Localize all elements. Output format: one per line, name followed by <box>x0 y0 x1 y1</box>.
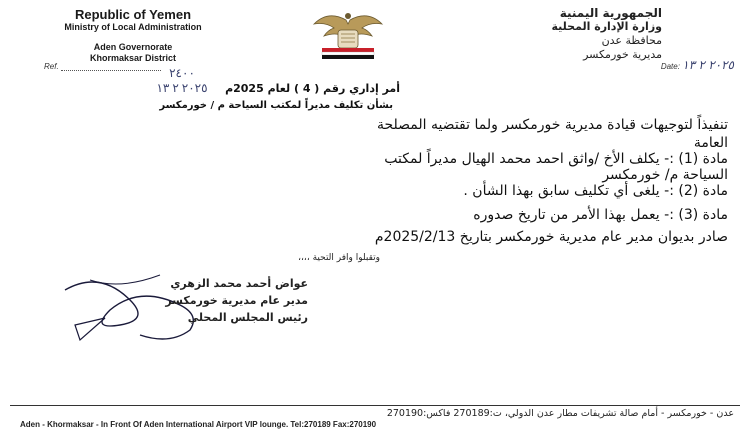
date-value: ٢٠٢٥ ٢ ١٣ <box>682 58 734 72</box>
district-name: Khormaksar District <box>89 53 177 63</box>
yemen-eagle-emblem-icon <box>308 6 388 62</box>
country-name: Republic of Yemen <box>74 7 192 22</box>
reference-number: ٢٤٠٠ <box>169 66 195 80</box>
closing-greeting: وتقبلوا وافر التحية ،،،، <box>298 253 380 263</box>
date-label: Date: <box>660 62 680 71</box>
governorate-name-ar: محافظة عدن <box>601 34 662 47</box>
order-title: أمر إداري رقم ( 4 ) لعام 2025م <box>225 82 400 95</box>
article-1: مادة (1) :- يكلف الأخ /واثق احمد محمد الهيال مديراً لمكتب <box>384 151 728 167</box>
signatory-role: رئيس المجلس المحلي <box>187 311 308 324</box>
ministry-name-ar: وزارة الإدارة المحلية <box>551 20 662 33</box>
body-line: تنفيذاً لتوجيهات قيادة مديرية خورمكسر ولما تقتضيه المصلحة <box>376 117 728 133</box>
article-3: مادة (3) :- يعمل بهذا الأمر من تاريخ صدوره <box>473 207 728 223</box>
header-arabic <box>492 6 662 62</box>
date-line <box>661 58 734 72</box>
district-name-ar: مديرية خورمكسر <box>583 48 662 61</box>
country-name-ar: الجمهورية اليمنية <box>559 6 662 20</box>
footer-arabic: عدن - خورمكسر - أمام صالة تشريفات مطار عدن الدولي، ت:270189 فاكس:270190 <box>386 408 734 419</box>
signature-block <box>108 275 308 326</box>
issuance-line: صادر بديوان مدير عام مديرية خورمكسر بتاريخ 2025/2/13م <box>374 229 728 245</box>
governorate-name: Aden Governorate <box>93 42 173 52</box>
signatory-title: مدير عام مديرية خورمكسر <box>165 294 308 307</box>
footer-divider <box>10 405 740 406</box>
header-english <box>8 8 258 64</box>
article-2: مادة (2) :- يلغى أي تكليف سابق بهذا الشأن . <box>463 183 728 199</box>
reference-label: Ref. <box>44 62 59 71</box>
body-line: السياحة م/ خورمكسر <box>602 167 728 183</box>
order-subject: بشأن تكليف مديراً لمكتب السياحة م / خورمكسر <box>159 100 393 111</box>
ministry-name: Ministry of Local Administration <box>64 22 202 32</box>
reference-stamp-date: ٢٠٢٥ ٢ ١٣ <box>156 81 208 95</box>
footer-english: Aden - Khormaksar - In Front Of Aden International Airport VIP lounge. Tel:270189 Fax:270190 <box>20 420 377 429</box>
signatory-name: عواض أحمد محمد الزهري <box>170 277 308 290</box>
body-line: العامة <box>693 135 728 151</box>
